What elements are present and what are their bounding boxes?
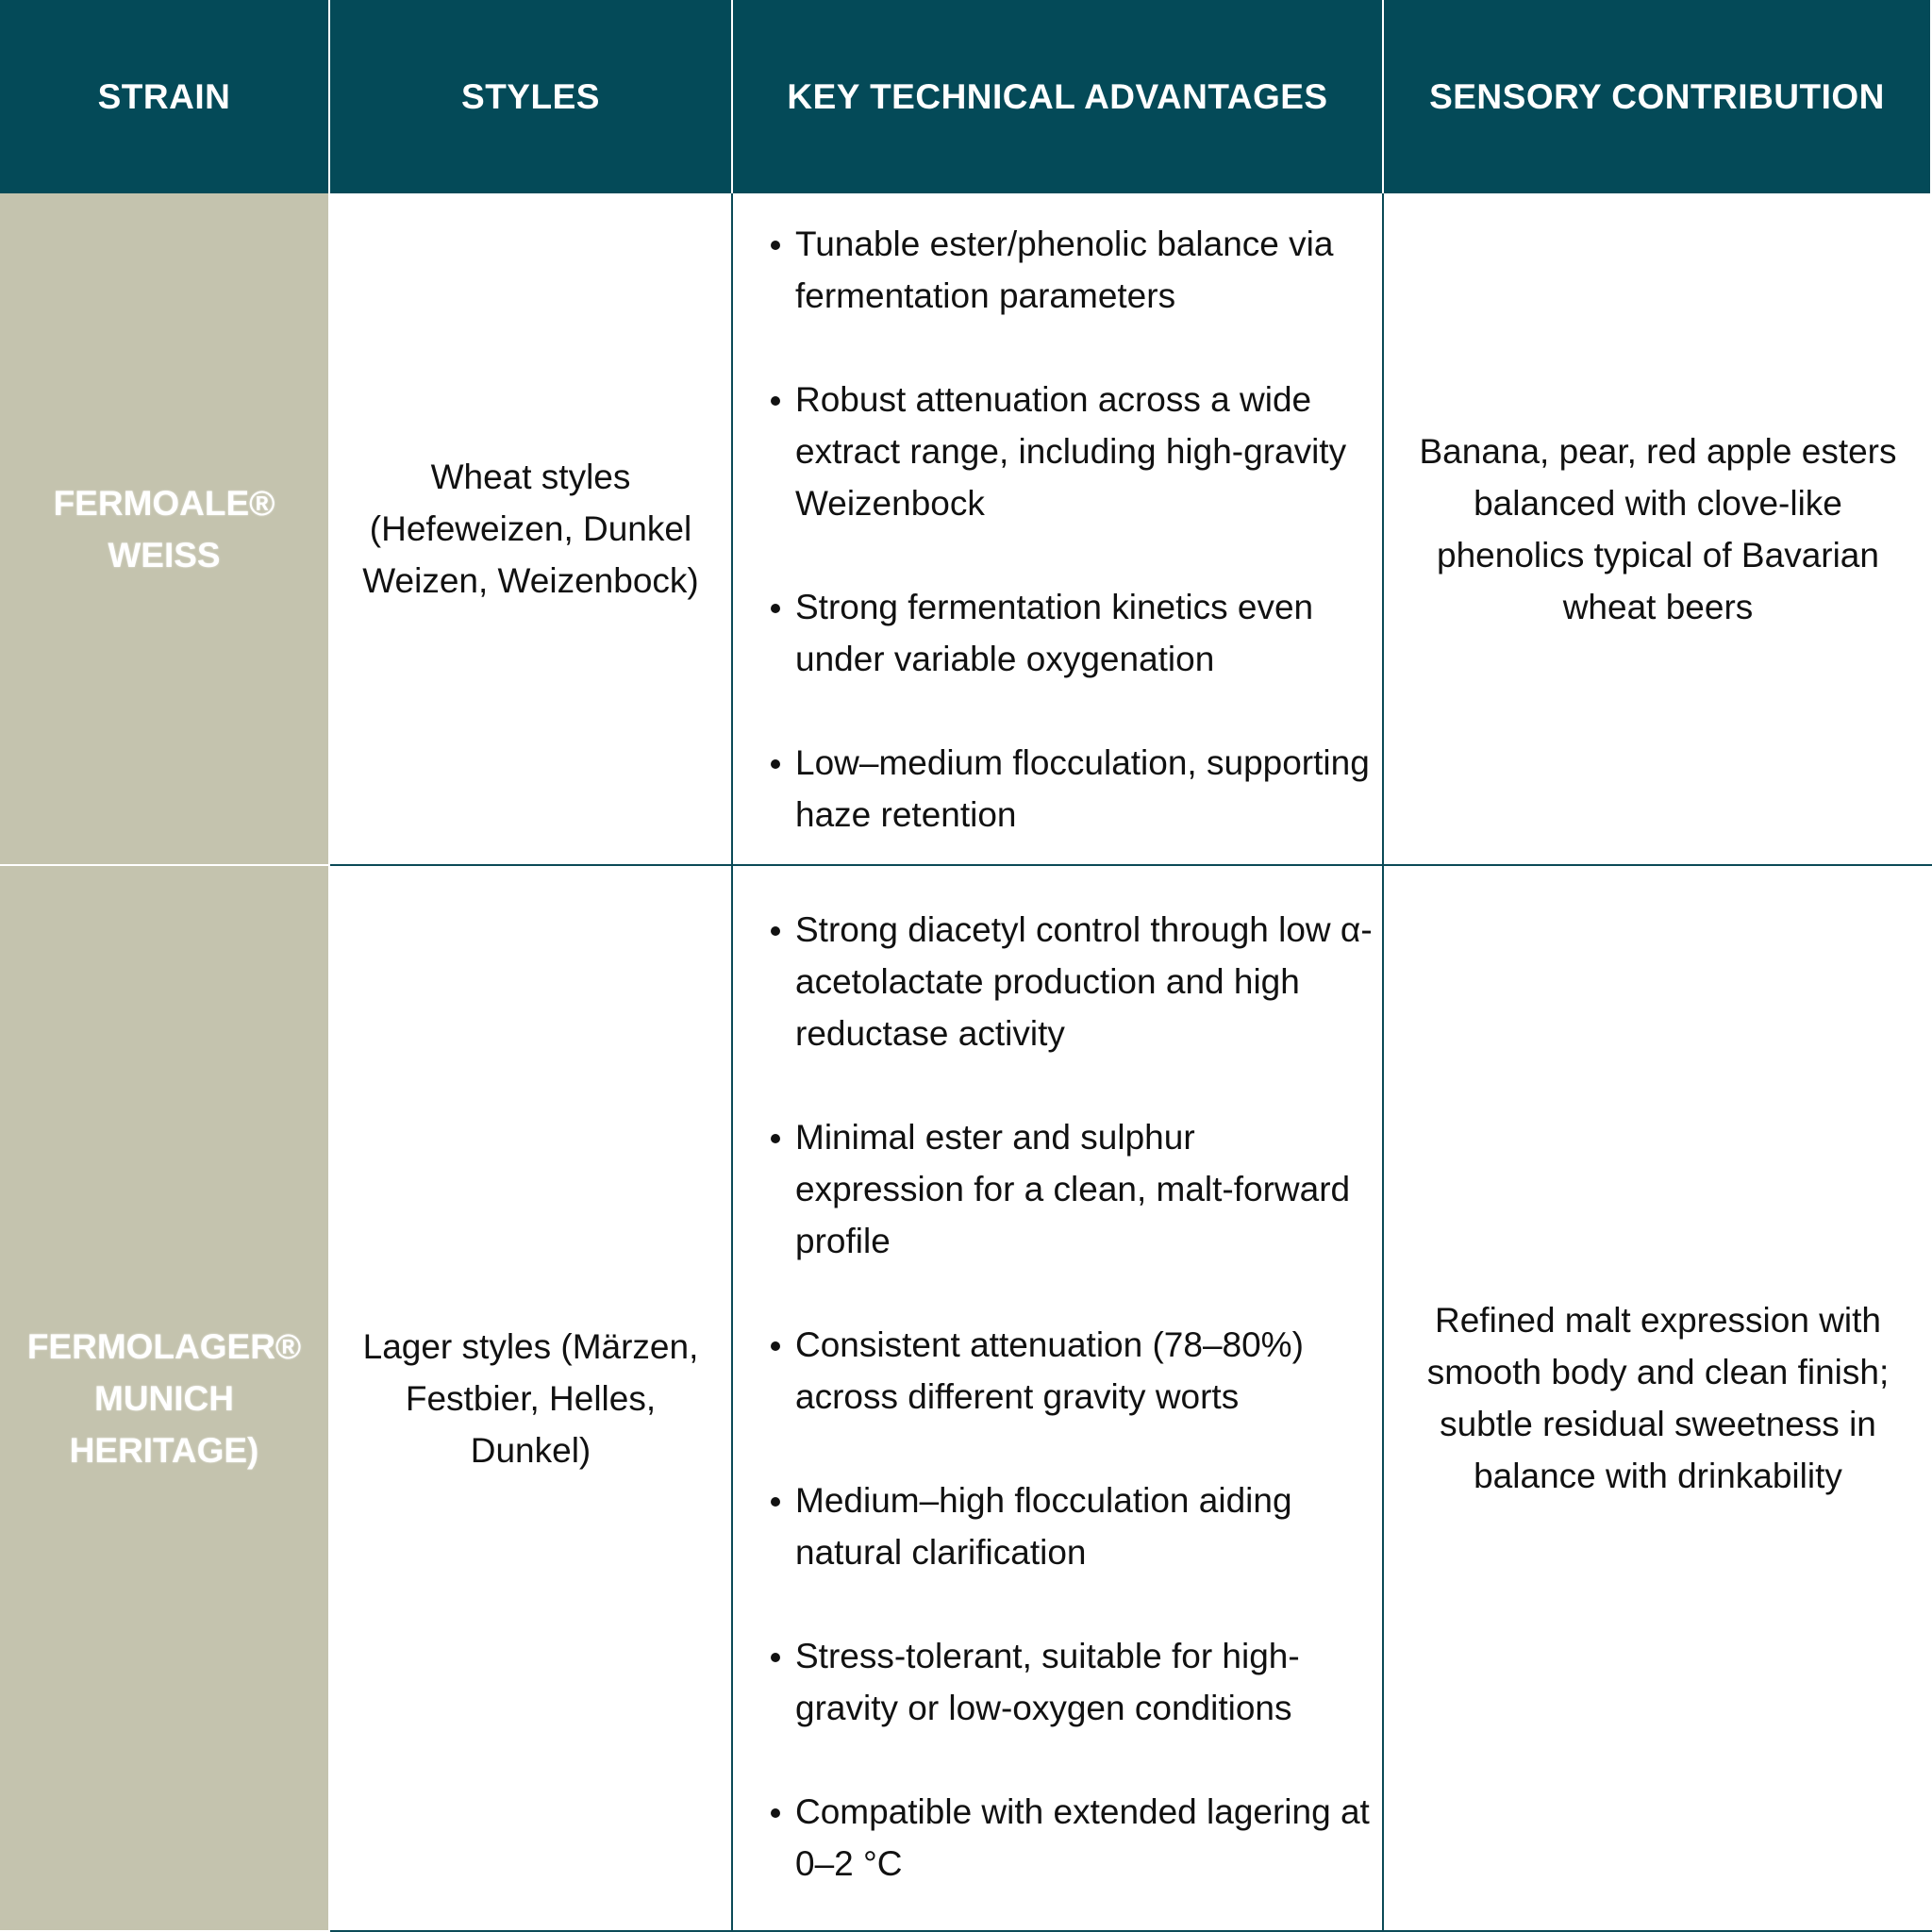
advantages-list xyxy=(771,218,1373,841)
advantage-item: Robust attenuation across a wide extract range, including high-gravity Weizenbock xyxy=(771,374,1373,529)
sensory-text: Refined malt expression with smooth body and clean finish; subtle residual sweetness in balance with drinkability xyxy=(1426,1301,1890,1495)
advantages-list xyxy=(771,904,1373,1890)
advantages-cell xyxy=(733,866,1384,1932)
strain-cell-fermolager-munich-heritage xyxy=(0,866,330,1932)
strain-name-line: HERITAGE) xyxy=(69,1430,259,1470)
advantage-item: Consistent attenuation (78–80%) across different gravity worts xyxy=(771,1319,1373,1423)
strain-name-line: WEISS xyxy=(108,535,221,575)
advantage-item: Strong diacetyl control through low α-acetolactate production and high reductase activity xyxy=(771,904,1373,1059)
styles-text: Lager styles (Märzen, Festbier, Helles, Dunkel) xyxy=(362,1326,699,1470)
advantage-item: Minimal ester and sulphur expression for a clean, malt-forward profile xyxy=(771,1111,1373,1267)
styles-text: Wheat styles (Hefeweizen, Dunkel Weizen, Weizenbock) xyxy=(362,458,699,600)
header-strain: STRAIN xyxy=(0,0,330,193)
header-styles: STYLES xyxy=(330,0,733,193)
advantages-cell xyxy=(733,193,1384,866)
header-advantages: KEY TECHNICAL ADVANTAGES xyxy=(733,0,1384,193)
sensory-cell xyxy=(1384,866,1932,1932)
advantage-item: Medium–high flocculation aiding natural clarification xyxy=(771,1474,1373,1578)
advantage-item: Compatible with extended lagering at 0–2 °C xyxy=(771,1786,1373,1890)
strain-name-line: FERMOALE® xyxy=(53,483,275,523)
sensory-cell xyxy=(1384,193,1932,866)
styles-cell xyxy=(330,193,733,866)
strain-name-line: FERMOLAGER® xyxy=(26,1326,302,1366)
advantage-item: Stress-tolerant, suitable for high-gravity or low-oxygen conditions xyxy=(771,1630,1373,1734)
header-sensory: SENSORY CONTRIBUTION xyxy=(1384,0,1932,193)
advantage-item: Low–medium flocculation, supporting haze retention xyxy=(771,737,1373,841)
sensory-text: Banana, pear, red apple esters balanced with clove-like phenolics typical of Bavarian wheat beers xyxy=(1419,431,1897,626)
advantage-item: Strong fermentation kinetics even under variable oxygenation xyxy=(771,581,1373,685)
styles-cell xyxy=(330,866,733,1932)
advantage-item: Tunable ester/phenolic balance via fermentation parameters xyxy=(771,218,1373,322)
strain-cell-fermoale-weiss xyxy=(0,193,330,866)
strain-name-line: MUNICH xyxy=(94,1378,234,1418)
